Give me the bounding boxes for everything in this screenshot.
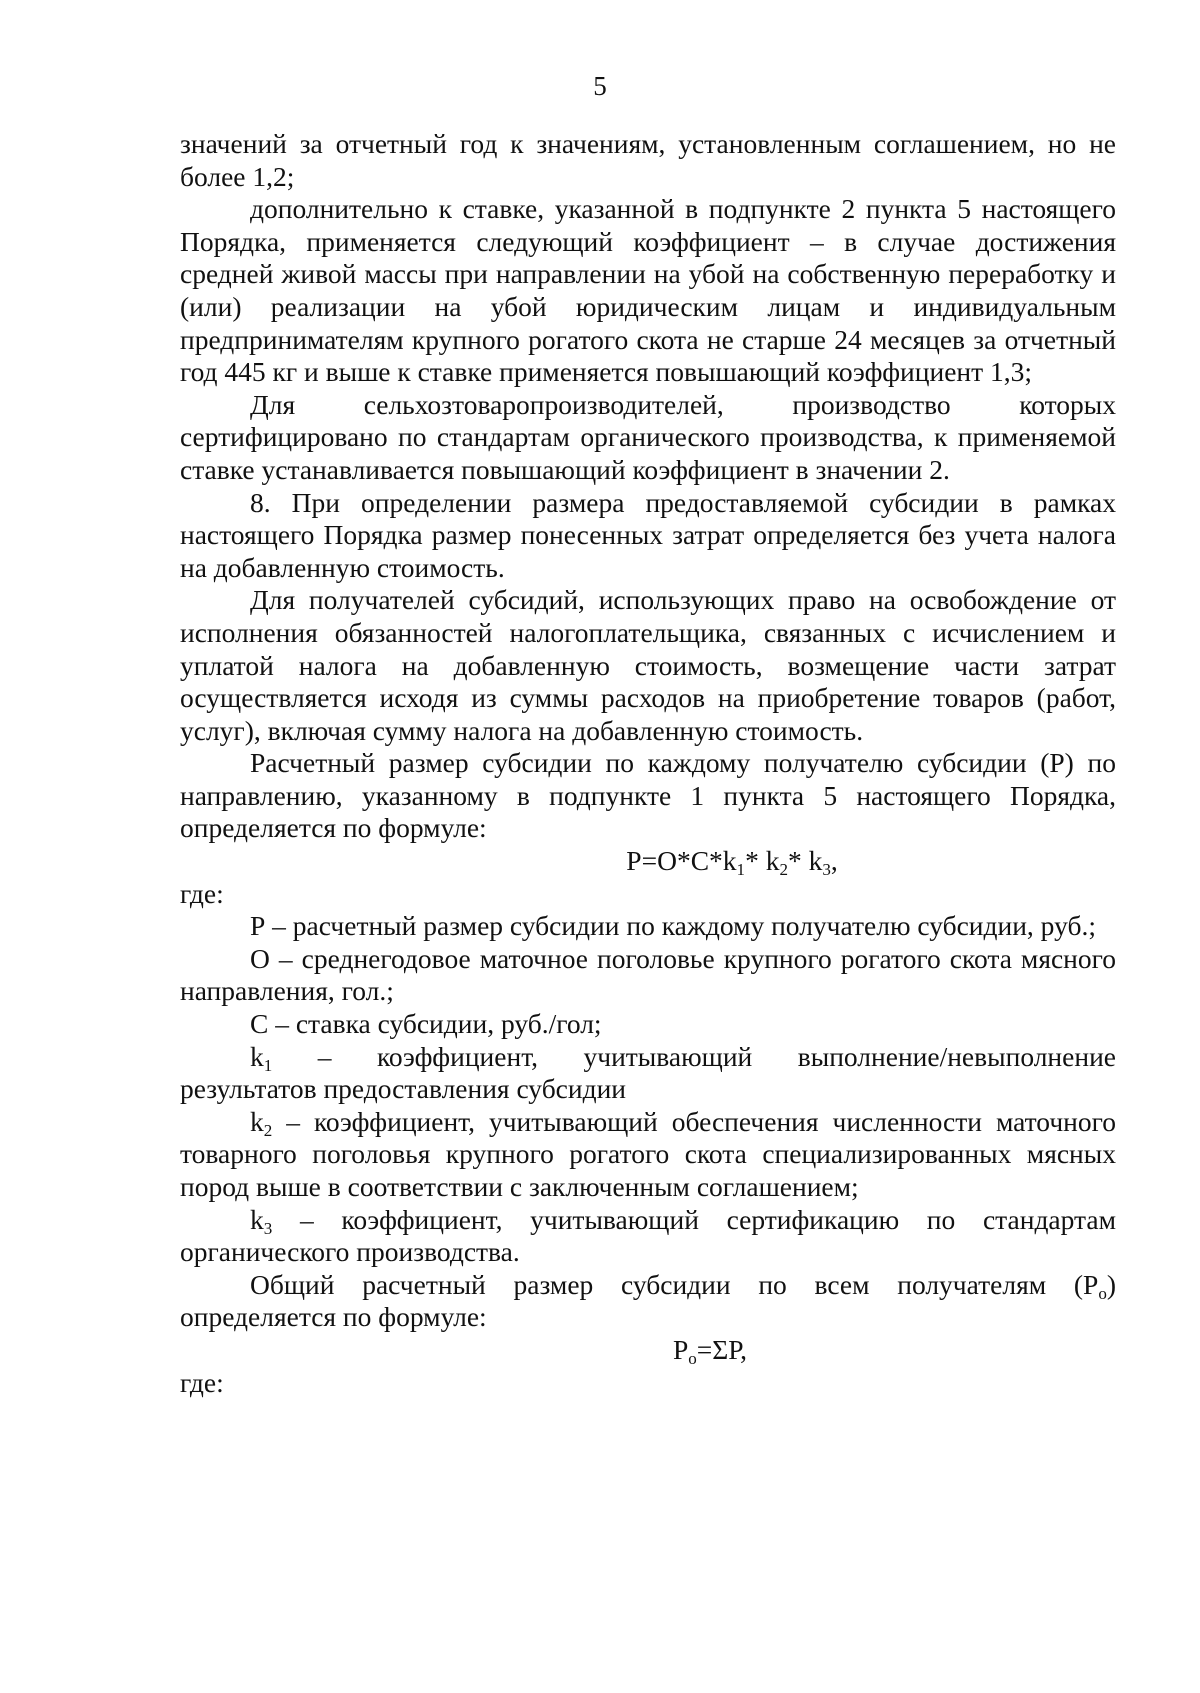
definition-k1-rest: результатов предоставления субсидии <box>180 1073 627 1105</box>
paragraph-weight-coefficient: дополнительно к ставке, указанной в подпункте 2 пункта 5 настоящего Порядка, применяется следующий коэффициент – в случае достижения средней живой массы при направлении на убой на собственную переработку и (или) реализации на убой юридическим лицам и индивидуальным предпринимателям крупного рогатого скота не старше 24 месяцев за отчетный год 445 кг и выше к ставке применяется повышающий коэффициент 1,3; <box>180 193 1116 388</box>
paragraph-organic-rest: сертифицировано по стандартам органического производства, к применяемой ставке устанавливается повышающий коэффициент в значении 2. <box>180 421 1116 485</box>
paragraph-continuation: значений за отчетный год к значениям, установленным соглашением, но не более 1,2; <box>180 128 1116 192</box>
definition-k1-first-line: $k_1$ – коэффициент, учитывающий выполнение/невыполнение <box>250 1040 1116 1075</box>
paragraph-total-subsidy: Общий расчетный размер субсидии по всем получателям $(Р_о)$ определяется по формуле: <box>180 1268 1116 1333</box>
paragraph-calculation-intro: Расчетный размер субсидии по каждому получателю субсидии (Р) по направлению, указанному в подпункте 1 пункта 5 настоящего Порядка, определяется по формуле: <box>180 747 1116 844</box>
where-label: где: <box>180 877 224 909</box>
formula-subsidy-per-recipient: $Р=О*С*k_1*$ $k_2*$ $k_3$, <box>626 845 838 880</box>
definition-k3: $k_3$ – коэффициент, учитывающий сертификацию по стандартам органического производства. <box>180 1203 1116 1268</box>
paragraph-item-8: 8. При определении размера предоставляемой субсидии в рамках настоящего Порядка размер понесенных затрат определяется без учета налога на добавленную стоимость. <box>180 486 1116 583</box>
definition-o: О – среднегодовое маточное поголовье крупного рогатого скота мясного направления, гол.; <box>180 942 1116 1007</box>
page-number: 5 <box>593 71 607 101</box>
paragraph-vat-exemption: Для получателей субсидий, использующих право на освобождение от исполнения обязанностей налогоплательщика, связанных с исчислением и уплатой налога на добавленную стоимость, возмещение части затрат осуществляется исходя из суммы расходов на приобретение товаров (работ, услуг), включая сумму налога на добавленную стоимость. <box>180 584 1116 746</box>
definition-p: Р – расчетный размер субсидии по каждому получателю субсидии, руб.; <box>250 910 1096 942</box>
definition-k2: $k_2$ – коэффициент, учитывающий обеспечения численности маточного товарного поголовья крупного рогатого скота специализированных мясных пород выше в соответствии с заключенным соглашением; <box>180 1105 1116 1202</box>
where-label-2: где: <box>180 1366 224 1398</box>
definition-c: С – ставка субсидии, руб./гол; <box>250 1008 602 1040</box>
document-body <box>180 128 1116 1399</box>
formula-total-subsidy: $Р_о=\Sigma Р$, <box>672 1333 748 1369</box>
paragraph-organic-first-line: Для сельхозтоваропроизводителей, производство которых <box>250 388 1116 420</box>
